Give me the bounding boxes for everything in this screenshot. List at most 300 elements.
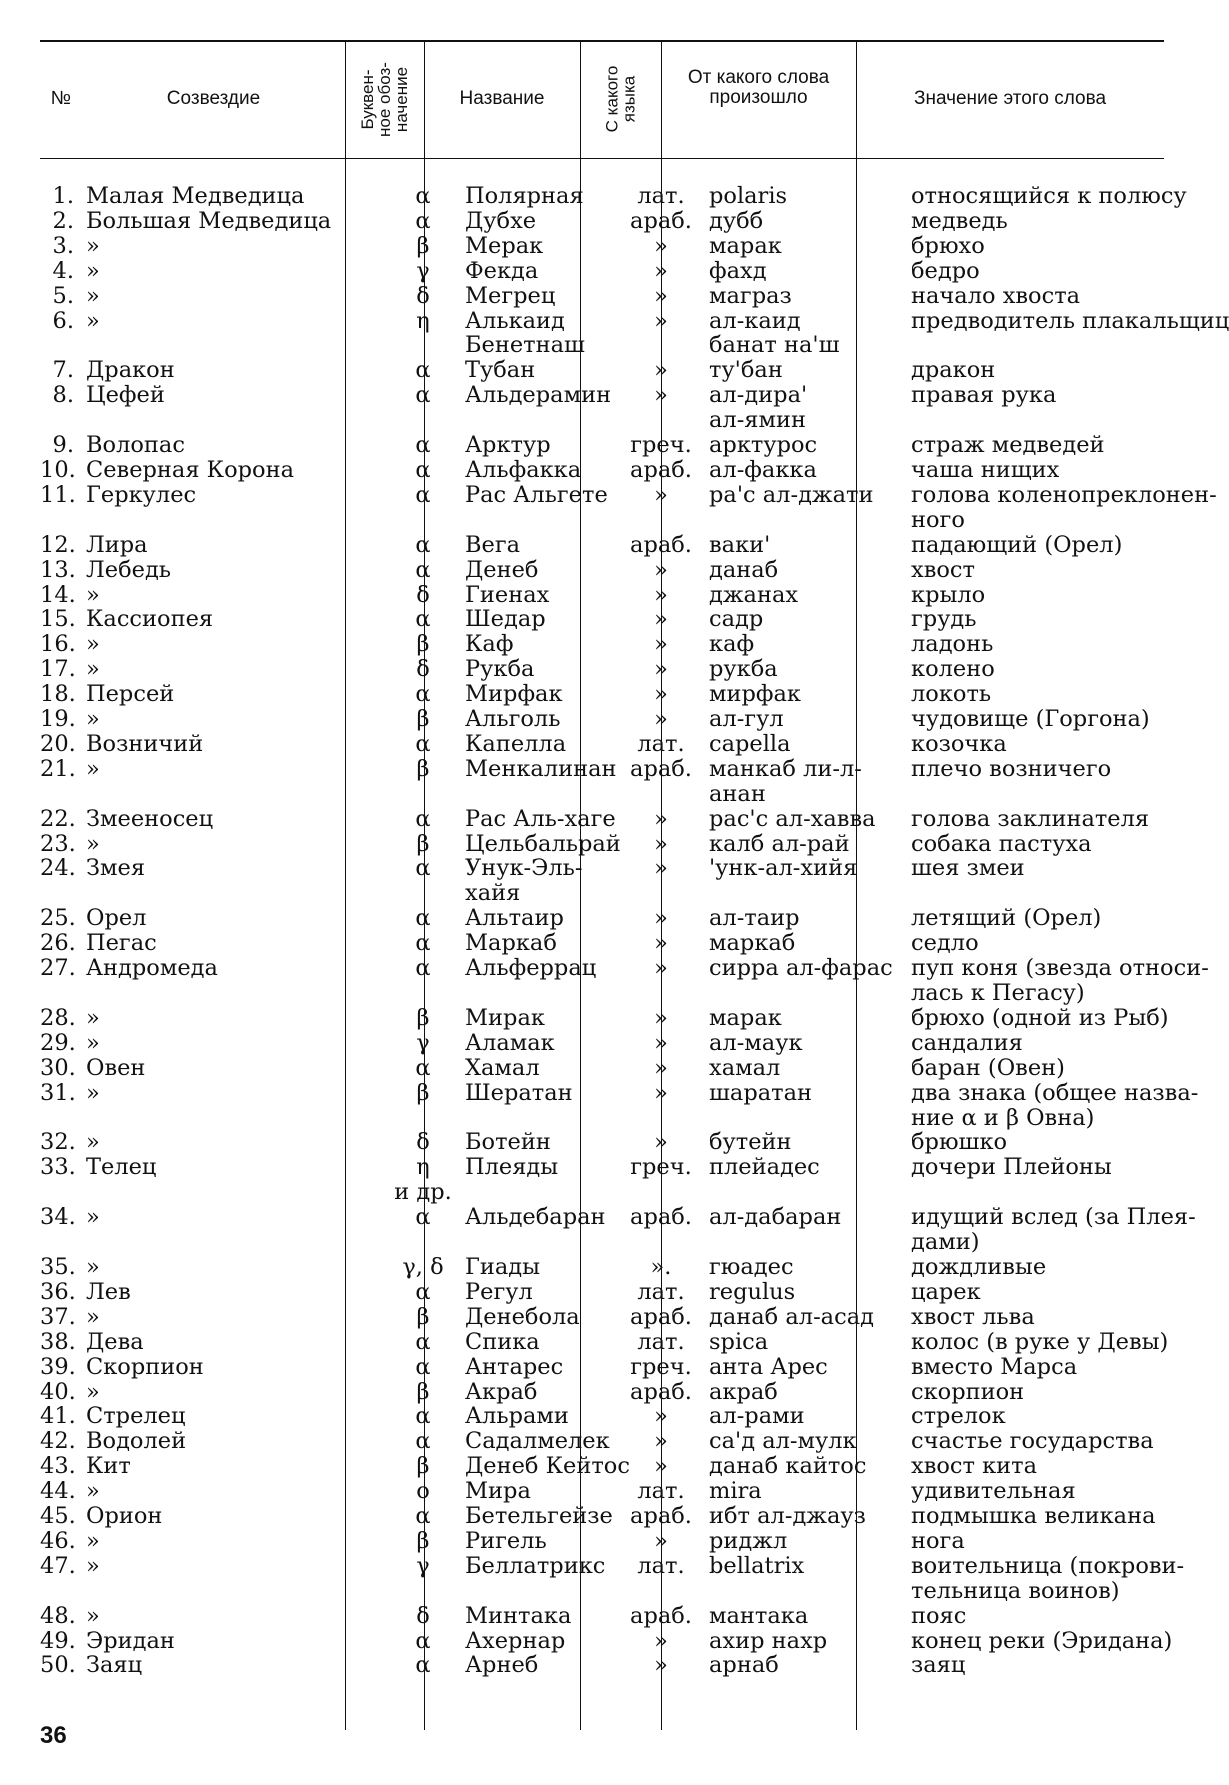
meaning-cell: собака пастуха: [911, 830, 1092, 857]
constellation-cell: Дракон: [86, 357, 175, 384]
star-name-cell: Альдебаран: [465, 1204, 606, 1231]
letter-cell: β: [416, 706, 430, 733]
star-name-cell: [459, 1106, 621, 1131]
origin-word-cell: [701, 1579, 903, 1604]
table-row: [40, 1604, 1189, 1629]
origin-word-cell: марак: [709, 232, 782, 259]
language-cell: »: [654, 606, 668, 633]
letter-cell: α: [415, 207, 431, 234]
language-cell: араб.: [630, 207, 692, 234]
row-number: 9.: [52, 432, 74, 459]
header-letter-text: Буквен- ное обоз- начение: [358, 61, 411, 137]
language-cell: »: [654, 1403, 668, 1430]
table-row: [40, 408, 1189, 433]
constellation-cell: [78, 1230, 387, 1255]
star-name-cell: [459, 1579, 621, 1604]
constellation-cell: »: [86, 1552, 100, 1579]
letter-cell: β: [416, 755, 430, 782]
row-number: 48.: [40, 1602, 76, 1629]
meaning-cell: хвост: [911, 556, 975, 583]
origin-word-cell: риджл: [709, 1527, 788, 1554]
constellation-cell: »: [86, 1602, 100, 1629]
constellation-cell: Стрелец: [86, 1403, 186, 1430]
letter-cell: α: [415, 556, 431, 583]
row-number: 11.: [40, 481, 76, 508]
row-number: 16.: [40, 631, 76, 658]
origin-word-cell: бутейн: [709, 1129, 792, 1156]
star-name-cell: Мегрец: [465, 282, 556, 309]
origin-word-cell: шаратан: [709, 1079, 813, 1106]
origin-word-cell: данаб: [709, 556, 779, 583]
row-number: 28.: [40, 1004, 76, 1031]
table-row: [40, 832, 1189, 857]
constellation-cell: »: [86, 282, 100, 309]
row-number: 12.: [40, 531, 76, 558]
letter-cell: γ: [416, 257, 430, 284]
letter-cell: β: [416, 1453, 430, 1480]
row-number: 22.: [40, 805, 76, 832]
star-name-cell: Бенетнаш: [465, 332, 585, 359]
constellation-cell: »: [86, 631, 100, 658]
language-cell: »: [654, 631, 668, 658]
origin-word-cell: ал-рами: [709, 1403, 805, 1430]
constellation-cell: »: [86, 1079, 100, 1106]
meaning-cell: [903, 1180, 1189, 1205]
meaning-cell: колено: [911, 656, 995, 683]
row-number: 30.: [40, 1054, 76, 1081]
origin-word-cell: гюадес: [709, 1253, 794, 1280]
letter-cell: β: [416, 232, 430, 259]
table-row: [40, 1280, 1189, 1305]
origin-word-cell: ал-таир: [709, 905, 800, 932]
language-cell: »: [654, 830, 668, 857]
language-cell: [621, 1106, 701, 1131]
header-lang-text: С какого языка: [602, 65, 639, 133]
language-cell: »: [654, 307, 668, 334]
row-number: 39.: [40, 1353, 76, 1380]
row-number: 2.: [52, 207, 74, 234]
star-name-cell: Минтака: [465, 1602, 572, 1629]
row-number: 21.: [40, 755, 76, 782]
language-cell: греч.: [630, 1353, 692, 1380]
letter-cell: α: [415, 1652, 431, 1679]
table-row: [40, 757, 1189, 782]
constellation-cell: Персей: [86, 681, 175, 708]
language-cell: »: [654, 955, 668, 982]
table-row: [40, 906, 1189, 931]
meaning-cell: чаша нищих: [911, 456, 1060, 483]
row-number: 34.: [40, 1204, 76, 1231]
star-name-cell: Денебола: [465, 1303, 580, 1330]
row-number: 46.: [40, 1527, 76, 1554]
letter-cell: γ, δ: [402, 1253, 444, 1280]
constellation-cell: Орион: [86, 1503, 163, 1530]
table-row: [40, 1130, 1189, 1155]
table-row: [40, 1155, 1189, 1180]
origin-word-cell: ал-ямин: [709, 407, 806, 434]
constellation-cell: »: [86, 1029, 100, 1056]
letter-cell: α: [415, 805, 431, 832]
star-name-cell: Цельбальрай: [465, 830, 621, 857]
star-name-cell: Шератан: [465, 1079, 573, 1106]
letter-cell: α: [415, 183, 431, 209]
meaning-cell: правая рука: [911, 382, 1057, 409]
table-row: [40, 1579, 1189, 1604]
meaning-cell: брюхо (одной из Рыб): [911, 1004, 1169, 1031]
constellation-cell: Лебедь: [86, 556, 172, 583]
constellation-cell: Овен: [86, 1054, 146, 1081]
table-row: [40, 309, 1189, 334]
constellation-cell: Пегас: [86, 930, 157, 957]
row-number: 10.: [40, 456, 76, 483]
constellation-cell: [78, 1106, 387, 1131]
origin-word-cell: capella: [709, 730, 791, 757]
meaning-cell: медведь: [911, 207, 1008, 234]
table-row: [40, 458, 1189, 483]
table-row: [40, 508, 1189, 533]
header-name: Название: [459, 88, 545, 109]
star-name-cell: Денеб: [465, 556, 539, 583]
meaning-cell: стрелок: [911, 1403, 1006, 1430]
row-number: 42.: [40, 1428, 76, 1455]
language-cell: »: [654, 581, 668, 608]
row-number: 29.: [40, 1029, 76, 1056]
star-name-cell: Арктур: [465, 432, 551, 459]
row-number: [40, 981, 78, 1006]
meaning-cell: пуп коня (звезда относи-: [911, 955, 1209, 982]
row-number: [40, 333, 78, 358]
meaning-cell: брюшко: [911, 1129, 1008, 1156]
constellation-cell: Водолей: [86, 1428, 187, 1455]
star-name-cell: Ригель: [465, 1527, 547, 1554]
table-row: [40, 583, 1189, 608]
table-row: [40, 1330, 1189, 1355]
table-row: [40, 234, 1189, 259]
constellation-cell: »: [86, 1378, 100, 1405]
language-cell: »: [654, 1527, 668, 1554]
table-row: [40, 1081, 1189, 1106]
meaning-cell: голова заклинателя: [911, 805, 1150, 832]
language-cell: »: [654, 1004, 668, 1031]
star-name-cell: Альфакка: [465, 456, 582, 483]
language-cell: »: [654, 1029, 668, 1056]
letter-cell: [387, 408, 459, 433]
letter-cell: α: [415, 1503, 431, 1530]
constellation-cell: Возничий: [86, 730, 204, 757]
letter-cell: β: [416, 1079, 430, 1106]
letter-cell: α: [415, 1204, 431, 1231]
constellation-cell: »: [86, 581, 100, 608]
language-cell: »: [654, 382, 668, 409]
language-cell: [621, 881, 701, 906]
meaning-cell: [903, 782, 1189, 807]
origin-word-cell: [701, 981, 903, 1006]
letter-cell: o: [416, 1478, 430, 1505]
table-row: [40, 209, 1189, 234]
row-number: 38.: [40, 1328, 76, 1355]
letter-cell: η: [416, 307, 430, 334]
origin-word-cell: арктурос: [709, 432, 818, 459]
table-row: [40, 682, 1189, 707]
star-name-cell: Садалмелек: [465, 1428, 610, 1455]
meaning-cell: предводитель плакальщиц: [911, 307, 1229, 334]
meaning-cell: хвост льва: [911, 1303, 1035, 1330]
row-number: 32.: [40, 1129, 76, 1156]
language-cell: »: [654, 1054, 668, 1081]
origin-word-cell: ваки': [709, 531, 771, 558]
meaning-cell: относящийся к полюсу: [911, 183, 1187, 209]
letter-cell: γ: [416, 1552, 430, 1579]
origin-word-cell: данаб кайтос: [709, 1453, 867, 1480]
constellation-cell: [78, 1180, 387, 1205]
constellation-cell: »: [86, 656, 100, 683]
constellation-cell: Змея: [86, 855, 146, 882]
letter-cell: α: [415, 1278, 431, 1305]
row-number: 13.: [40, 556, 76, 583]
language-cell: »: [654, 481, 668, 508]
language-cell: [621, 1180, 701, 1205]
constellation-cell: »: [86, 1303, 100, 1330]
row-number: [40, 1180, 78, 1205]
table-row: [40, 782, 1189, 807]
table-row: [40, 607, 1189, 632]
origin-word-cell: марак: [709, 1004, 782, 1031]
meaning-cell: заяц: [911, 1652, 966, 1679]
table-row: [40, 259, 1189, 284]
letter-cell: β: [416, 1378, 430, 1405]
table-row: [40, 1230, 1189, 1255]
language-cell: [621, 408, 701, 433]
star-name-cell: Рукба: [465, 656, 535, 683]
letter-cell: [387, 1106, 459, 1131]
row-number: 1.: [52, 183, 74, 209]
origin-word-cell: калб ал-рай: [709, 830, 850, 857]
star-name-cell: Регул: [465, 1278, 533, 1305]
header-origin: От какого слова произошло: [687, 67, 830, 108]
origin-word-cell: арнаб: [709, 1652, 779, 1679]
constellation-cell: »: [86, 755, 100, 782]
constellation-cell: Заяц: [86, 1652, 143, 1679]
language-cell: [621, 508, 701, 533]
constellation-cell: Змееносец: [86, 805, 214, 832]
letter-cell: α: [415, 1054, 431, 1081]
star-name-cell: Каф: [465, 631, 514, 658]
constellation-cell: »: [86, 1253, 100, 1280]
star-name-cell: Тубан: [465, 357, 536, 384]
letter-cell: [387, 981, 459, 1006]
star-name-cell: Мирак: [465, 1004, 545, 1031]
meaning-cell: плечо возничего: [911, 755, 1112, 782]
row-number: 44.: [40, 1478, 76, 1505]
origin-word-cell: polaris: [709, 183, 788, 209]
table-row: [40, 333, 1189, 358]
constellation-cell: »: [86, 1478, 100, 1505]
origin-word-cell: анан: [709, 780, 766, 807]
language-cell: араб.: [630, 531, 692, 558]
meaning-cell: удивительная: [911, 1478, 1076, 1505]
constellation-cell: Цефей: [86, 382, 165, 409]
origin-word-cell: манкаб ли-л-: [709, 755, 862, 782]
origin-word-cell: акраб: [709, 1378, 778, 1405]
language-cell: араб.: [630, 1602, 692, 1629]
star-name-cell: Мира: [465, 1478, 531, 1505]
language-cell: »: [654, 1453, 668, 1480]
language-cell: араб.: [630, 755, 692, 782]
origin-word-cell: [701, 508, 903, 533]
origin-word-cell: садр: [709, 606, 764, 633]
constellation-cell: Лира: [86, 531, 148, 558]
origin-word-cell: spica: [709, 1328, 769, 1355]
origin-word-cell: каф: [709, 631, 755, 658]
star-name-cell: [459, 408, 621, 433]
meaning-cell: шея змеи: [911, 855, 1025, 882]
table-row: [40, 1106, 1189, 1131]
meaning-cell: сандалия: [911, 1029, 1023, 1056]
table-row: [40, 1205, 1189, 1230]
row-number: 50.: [40, 1652, 76, 1679]
origin-word-cell: банат на'ш: [709, 332, 840, 359]
table-row: [40, 1056, 1189, 1081]
letter-cell: α: [415, 730, 431, 757]
meaning-cell: чудовище (Горгона): [911, 706, 1150, 733]
constellation-cell: Северная Корона: [86, 456, 294, 483]
star-name-cell: Денеб Кейтос: [465, 1453, 630, 1480]
meaning-cell: пояс: [911, 1602, 967, 1629]
constellation-cell: »: [86, 257, 100, 284]
language-cell: лат.: [637, 1552, 685, 1579]
star-name-cell: Беллатрикс: [465, 1552, 606, 1579]
row-number: 25.: [40, 905, 76, 932]
letter-cell: α: [415, 481, 431, 508]
meaning-cell: царек: [911, 1278, 981, 1305]
origin-word-cell: ал-дира': [709, 382, 808, 409]
star-name-cell: Мерак: [465, 232, 544, 259]
row-number: 31.: [40, 1079, 76, 1106]
language-cell: араб.: [630, 1503, 692, 1530]
origin-word-cell: данаб ал-асад: [709, 1303, 874, 1330]
letter-cell: α: [415, 432, 431, 459]
table-row: [40, 1529, 1189, 1554]
meaning-cell: [903, 881, 1189, 906]
constellation-cell: [78, 333, 387, 358]
letter-cell: α: [415, 681, 431, 708]
star-name-cell: Альголь: [465, 706, 561, 733]
language-cell: »: [654, 1428, 668, 1455]
constellation-cell: [78, 508, 387, 533]
meaning-cell: дами): [911, 1229, 980, 1256]
table-row: [40, 931, 1189, 956]
letter-cell: δ: [416, 581, 430, 608]
letter-cell: [387, 782, 459, 807]
row-number: 47.: [40, 1552, 76, 1579]
row-number: 45.: [40, 1503, 76, 1530]
constellation-cell: Телец: [86, 1154, 157, 1181]
letter-cell: α: [415, 1428, 431, 1455]
letter-cell: α: [415, 1403, 431, 1430]
table-row: [40, 956, 1189, 981]
language-cell: »: [654, 1627, 668, 1654]
star-name-cell: Гиады: [465, 1253, 541, 1280]
table-row: [40, 1629, 1189, 1654]
table-row: [40, 1653, 1189, 1678]
origin-word-cell: сирра ал-фарас: [709, 955, 893, 982]
language-cell: »: [654, 855, 668, 882]
constellation-cell: Дева: [86, 1328, 144, 1355]
meaning-cell: конец реки (Эридана): [911, 1627, 1173, 1654]
letter-cell: α: [415, 606, 431, 633]
table-row: [40, 807, 1189, 832]
origin-word-cell: ал-каид: [709, 307, 801, 334]
letter-cell: β: [416, 1527, 430, 1554]
letter-cell: α: [415, 1353, 431, 1380]
star-name-cell: [459, 1180, 621, 1205]
page-number: 36: [40, 1722, 67, 1749]
origin-word-cell: regulus: [709, 1278, 796, 1305]
star-name-cell: [459, 508, 621, 533]
table-row: [40, 1404, 1189, 1429]
origin-word-cell: хамал: [709, 1054, 781, 1081]
table-row: [40, 856, 1189, 881]
letter-cell: α: [415, 1328, 431, 1355]
language-cell: лат.: [637, 730, 685, 757]
table-row: [40, 707, 1189, 732]
row-number: 5.: [52, 282, 74, 309]
letter-cell: α: [415, 855, 431, 882]
star-name-cell: Хамал: [465, 1054, 540, 1081]
row-number: [40, 408, 78, 433]
star-name-cell: Маркаб: [465, 930, 557, 957]
star-name-cell: Ахернар: [465, 1627, 566, 1654]
row-number: [40, 881, 78, 906]
letter-cell: α: [415, 1627, 431, 1654]
letter-cell: [387, 1230, 459, 1255]
row-number: 20.: [40, 730, 76, 757]
origin-word-cell: маграз: [709, 282, 792, 309]
language-cell: »: [654, 656, 668, 683]
language-cell: греч.: [630, 432, 692, 459]
table-row: [40, 558, 1189, 583]
language-cell: »: [654, 681, 668, 708]
star-name-cell: Аламак: [465, 1029, 555, 1056]
letter-cell: β: [416, 1004, 430, 1031]
origin-word-cell: ра'с ал-джати: [709, 481, 874, 508]
row-number: [40, 1579, 78, 1604]
origin-word-cell: ал-маук: [709, 1029, 803, 1056]
meaning-cell: дождливые: [911, 1253, 1047, 1280]
row-number: 18.: [40, 681, 76, 708]
row-number: 43.: [40, 1453, 76, 1480]
header-bottom-rule: [40, 158, 1164, 159]
meaning-cell: ного: [911, 506, 965, 533]
header-meaning: Значение этого слова: [913, 88, 1107, 109]
constellation-cell: Волопас: [86, 432, 185, 459]
row-number: 15.: [40, 606, 76, 633]
letter-cell: α: [415, 456, 431, 483]
meaning-cell: седло: [911, 930, 979, 957]
language-cell: »: [654, 905, 668, 932]
star-name-cell: Капелла: [465, 730, 567, 757]
letter-cell: α: [415, 955, 431, 982]
language-cell: »: [654, 706, 668, 733]
language-cell: араб.: [630, 1378, 692, 1405]
language-cell: »: [654, 930, 668, 957]
row-number: 36.: [40, 1278, 76, 1305]
star-name-cell: Вега: [465, 531, 521, 558]
language-cell: [621, 333, 701, 358]
stars-table: [40, 183, 1229, 1679]
language-cell: греч.: [630, 1154, 692, 1181]
row-number: [40, 1230, 78, 1255]
